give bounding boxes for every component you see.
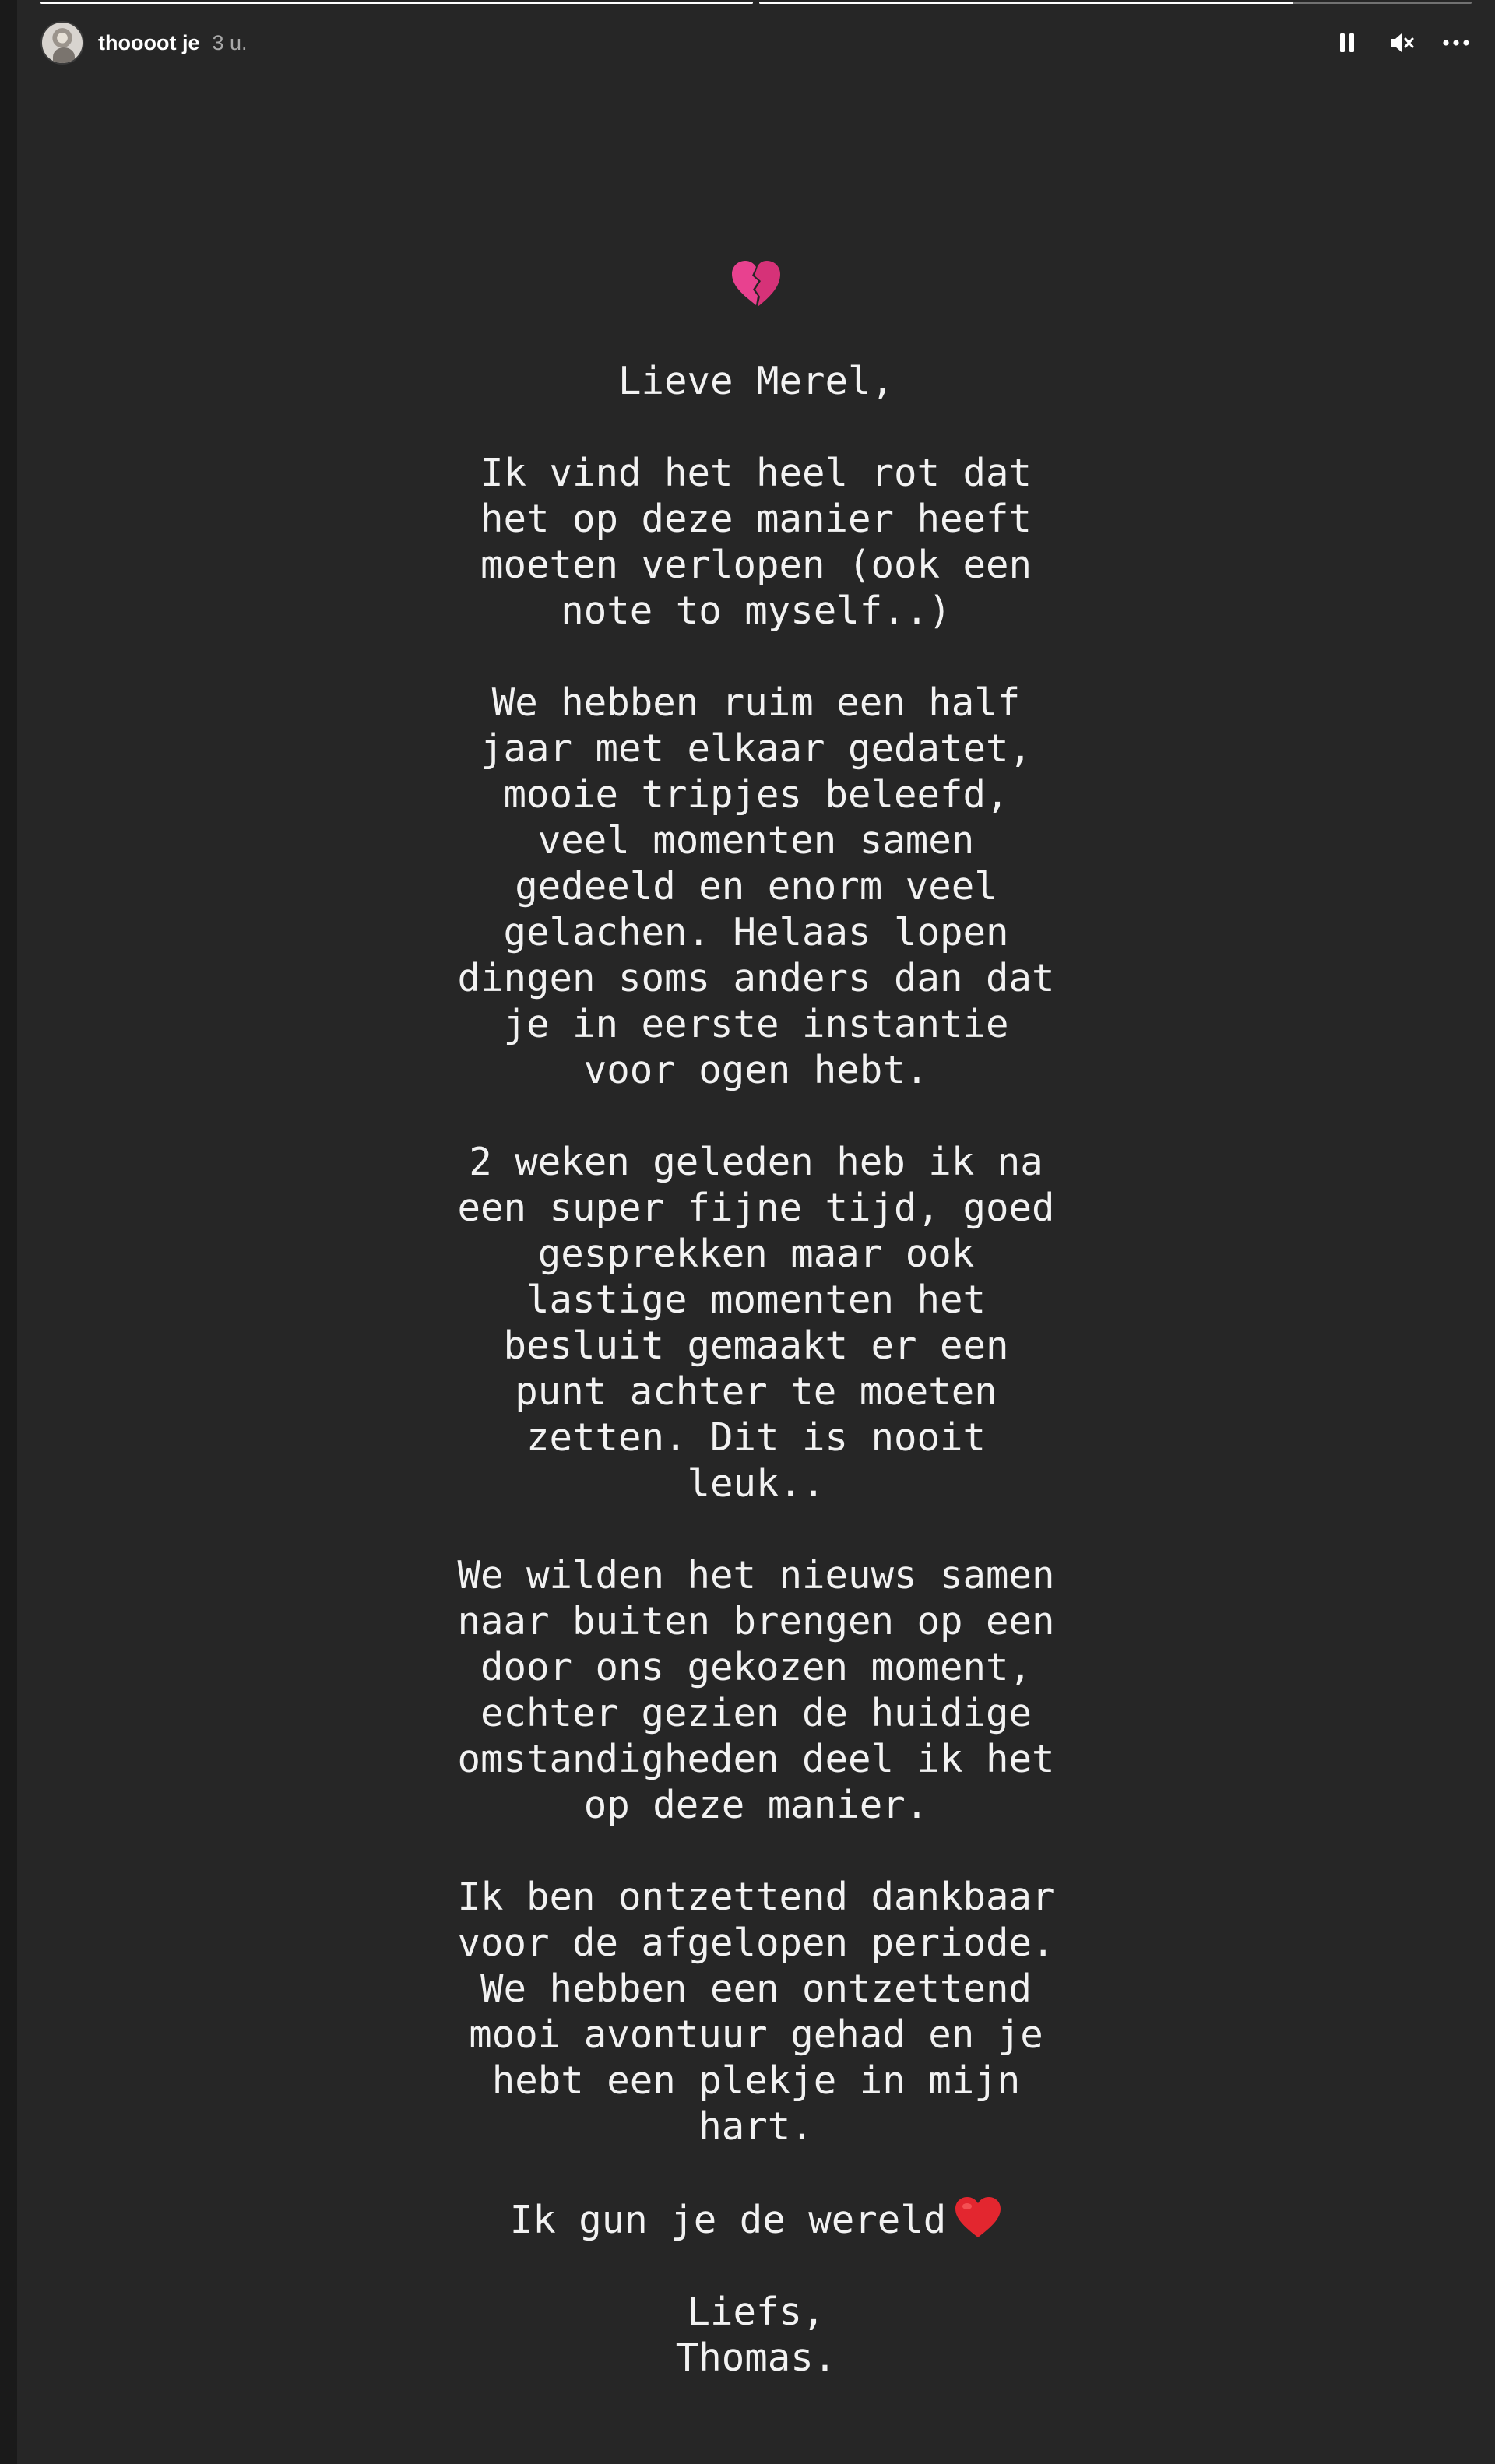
- mute-icon: [1389, 32, 1414, 54]
- greeting: Lieve Merel,: [617, 359, 894, 403]
- pause-icon: [1338, 32, 1356, 54]
- broken-heart-icon: [729, 257, 783, 311]
- left-edge: [0, 0, 17, 2464]
- avatar[interactable]: [40, 21, 84, 65]
- wish-line: [17, 2195, 1495, 2243]
- more-icon: [1443, 40, 1469, 46]
- story-progress: [40, 2, 1472, 4]
- wish-text: Ik gun je de wereld: [509, 2198, 947, 2242]
- story-controls: [1331, 27, 1472, 58]
- closing: Liefs, Thomas.: [675, 2290, 837, 2380]
- timestamp: 3 u.: [212, 30, 248, 54]
- pause-button[interactable]: [1331, 27, 1363, 58]
- paragraph-3: 2 weken geleden heb ik na een super fijne tijd, goed gesprekken maar ook lastige momenten het besluit gemaakt er een punt achter te moeten zetten. Dit is nooit leuk..: [457, 1140, 1055, 1506]
- username[interactable]: thoooot je: [98, 30, 200, 54]
- story-message: [17, 257, 1495, 2427]
- story-frame[interactable]: [17, 0, 1495, 2464]
- heart-icon: [954, 2195, 1002, 2239]
- progress-fill-1: [40, 2, 753, 4]
- paragraph-4: We wilden het nieuws samen naar buiten brengen op een door ons gekozen moment, echter gezien de huidige omstandigheden deel ik het op deze manier.: [457, 1553, 1055, 1827]
- paragraph-1: Ik vind het heel rot dat het op deze manier heeft moeten verlopen (ook een note to myself..): [480, 451, 1032, 633]
- progress-fill-2: [759, 2, 1293, 4]
- more-options-button[interactable]: [1440, 27, 1472, 58]
- mute-button[interactable]: [1386, 27, 1417, 58]
- progress-segment-1: [40, 2, 753, 4]
- paragraph-2: We hebben ruim een half jaar met elkaar gedatet, mooie tripjes beleefd, veel momenten samen gedeeld en enorm veel gelachen. Helaas lopen dingen soms anders dan dat je in eerste instantie voor ogen hebt.: [457, 680, 1055, 1092]
- paragraph-5: Ik ben ontzettend dankbaar voor de afgelopen periode. We hebben een ontzettend mooi avontuur gehad en je hebt een plekje in mijn hart.: [457, 1875, 1055, 2149]
- story-header: [40, 20, 1472, 65]
- progress-segment-2: [759, 2, 1472, 4]
